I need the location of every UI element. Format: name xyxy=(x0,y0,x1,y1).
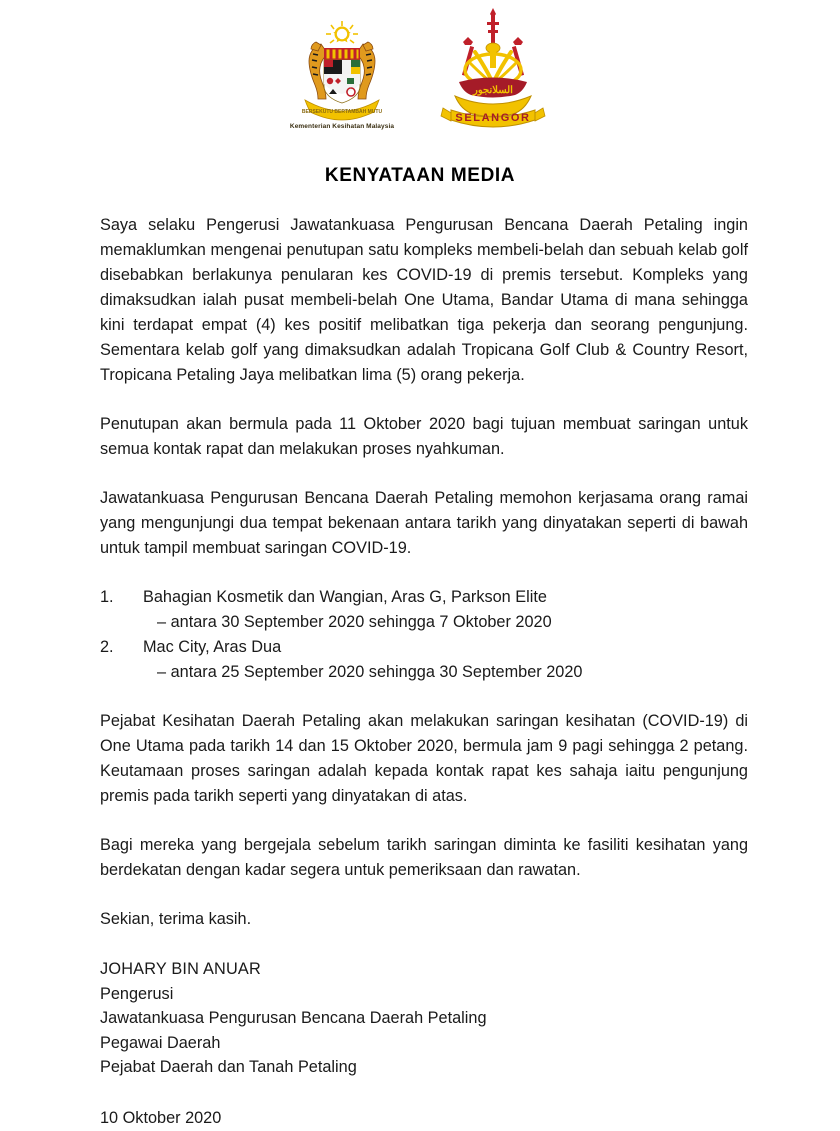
paragraph-symptomatic-advice: Bagi mereka yang bergejala sebelum tarikh saringan diminta ke fasiliti kesihatan yang berdekatan dengan kadar segera untuk pemeriksaan dan rawatan. xyxy=(100,836,748,879)
selangor-banner-text: SELANGOR xyxy=(455,112,531,124)
venue-place: Mac City, Aras Dua xyxy=(143,638,282,656)
jata-negara-malaysia-emblem xyxy=(283,18,401,122)
venue-dates: – antara 30 September 2020 sehingga 7 Oktober 2020 xyxy=(157,613,552,631)
signatory-name: JOHARY BIN ANUAR xyxy=(100,960,261,978)
ministry-of-health-caption: Kementerian Kesihatan Malaysia xyxy=(289,123,395,130)
selangor-state-emblem-block xyxy=(429,8,557,130)
paragraph-screening-details: Pejabat Kesihatan Daerah Petaling akan melakukan saringan kesihatan (COVID-19) di One Utama pada tarikh 14 dan 15 Oktober 2020, bermula jam 9 pagi sehingga 2 petang. Keutamaan proses saringan adalah kepada kontak rapat kes sahaja iaitu pengunjung premis pada tarikh seperti yang dinyatakan di atas. xyxy=(100,712,748,805)
selangor-state-emblem xyxy=(429,8,557,130)
venue-number: 1. xyxy=(100,588,114,606)
signatory-position: Pengerusi xyxy=(100,984,174,1003)
page-title: KENYATAAN MEDIA xyxy=(324,165,516,186)
svg-text:السلانجور: السلانجور xyxy=(473,85,513,96)
venue-place: Bahagian Kosmetik dan Wangian, Aras G, Parkson Elite xyxy=(143,588,547,606)
paragraph-intro: Saya selaku Pengerusi Jawatankuasa Pengurusan Bencana Daerah Petaling ingin memaklumkan mengenai penutupan satu kompleks membeli-belah dan sebuah kelab golf disebabkan berlakunya penularan kes COVID-19 di premis tersebut. Kompleks yang dimaksudkan ialah pusat membeli-belah One Utama, Bandar Utama di mana sehingga kini terdapat empat (4) kes positif melibatkan tiga pekerja dan seorang pengunjung. Sementara kelab golf yang dimaksudkan adalah Tropicana Golf Club & Country Resort, Tropicana Petaling Jaya melibatkan lima (5) orang pekerja. xyxy=(100,216,748,384)
paragraph-public-request: Jawatankuasa Pengurusan Bencana Daerah Petaling memohon kerjasama orang ramai yang mengunjungi dua tempat bekenaan antara tarikh yang dinyatakan seperti di bawah untuk tampil membuat saringan COVID-19. xyxy=(100,489,748,557)
venue-number: 2. xyxy=(100,638,114,656)
venue-dates: – antara 25 September 2020 sehingga 30 September 2020 xyxy=(157,663,583,681)
emblem-header xyxy=(0,0,840,130)
closing-remark: Sekian, terima kasih. xyxy=(100,910,252,928)
venue-list xyxy=(100,585,748,685)
jata-negara-malaysia-emblem-block xyxy=(283,18,401,130)
venue-list-item xyxy=(100,585,748,635)
venue-list-item xyxy=(100,635,748,685)
signature-block xyxy=(100,957,748,1080)
signatory-office-title: Pegawai Daerah xyxy=(100,1033,221,1052)
signatory-committee: Jawatankuasa Pengurusan Bencana Daerah Petaling xyxy=(100,1009,487,1027)
document-body xyxy=(100,187,748,1131)
svg-text:BERSEKUTU BERTAMBAH MUTU: BERSEKUTU BERTAMBAH MUTU xyxy=(301,109,383,115)
document-date: 10 Oktober 2020 xyxy=(100,1108,222,1127)
signatory-office: Pejabat Daerah dan Tanah Petaling xyxy=(100,1058,357,1076)
paragraph-closure-date: Penutupan akan bermula pada 11 Oktober 2020 bagi tujuan membuat saringan untuk semua kontak rapat dan melakukan proses nyahkuman. xyxy=(100,415,748,458)
